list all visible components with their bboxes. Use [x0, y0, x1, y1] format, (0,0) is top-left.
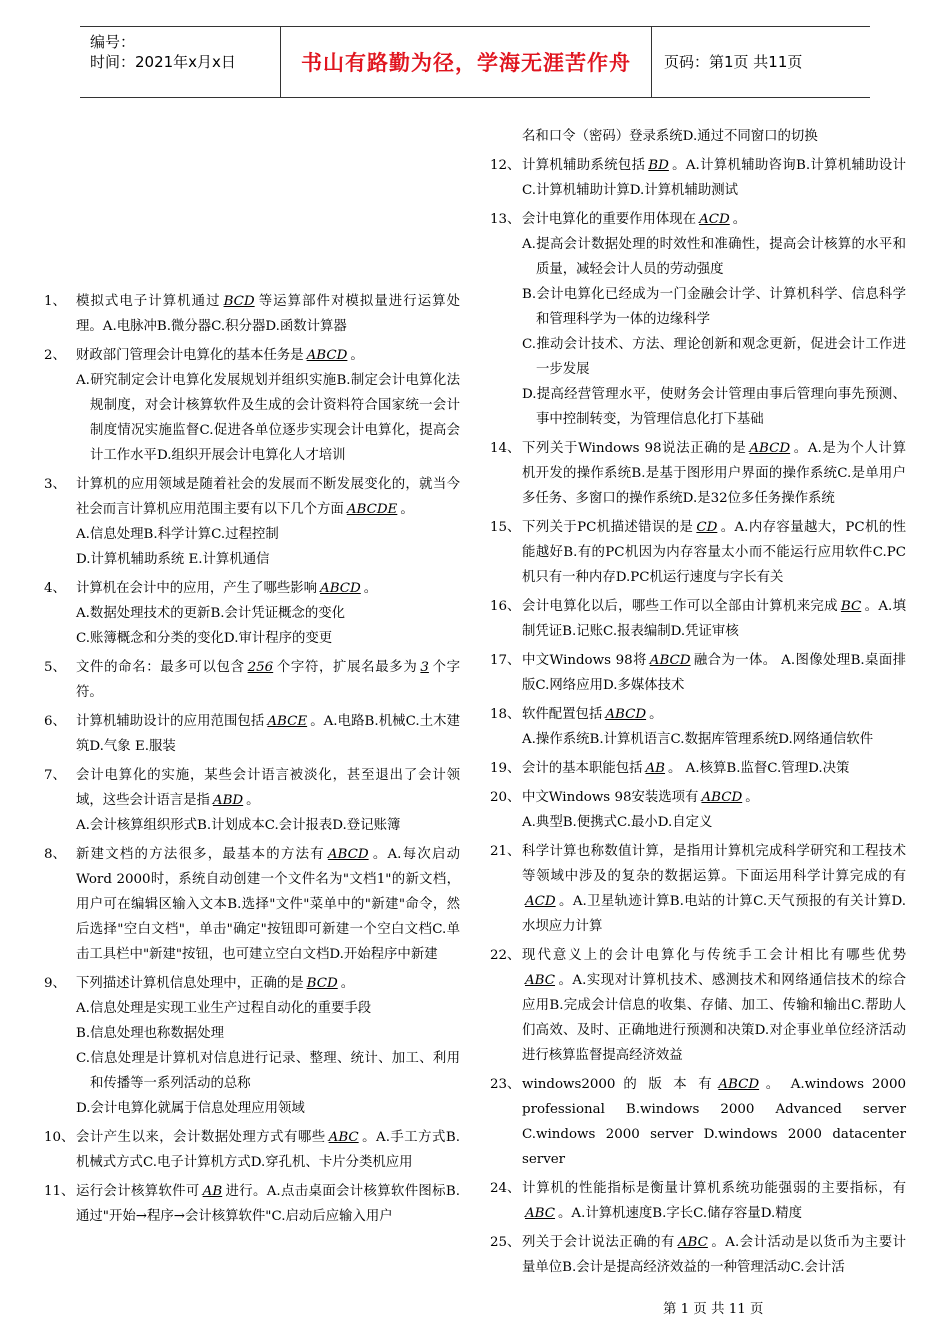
answer-blank: ABC [677, 1235, 708, 1250]
question-text [76, 709, 460, 759]
question-fragment: 。 [745, 790, 759, 805]
question-fragment: 运行会计核算软件可 [76, 1184, 200, 1199]
question-fragment: 。A.实现对计算机技术、感测技术和网络通信技术的综合应用B.完成会计信息的收集、存储、加工、传输和输出C.帮助人们高效、及时、正确地进行预测和决策D.对企事业单位经济活动进行核算监督提高经济效益 [522, 973, 906, 1063]
answer-blank: ABCD [605, 707, 647, 722]
question-item [44, 343, 460, 468]
question-number: 8、 [44, 847, 66, 862]
question-text [522, 515, 906, 590]
answer-blank: ABC [525, 1206, 556, 1221]
question-item [490, 594, 906, 644]
question-fragment: 融合为一体。 A.图像处理B.桌面排版C.网络应用D.多媒体技术 [522, 653, 906, 693]
question-item [490, 702, 906, 752]
question-text [76, 763, 460, 813]
question-item [490, 756, 906, 781]
answer-blank: ABCD [701, 790, 743, 805]
question-fragment: 会计电算化的实施，某些会计语言被淡化，甚至退出了会计领域，这些会计语言是指 [76, 768, 460, 808]
question-text [522, 153, 906, 203]
question-fragment: 会计电算化以后，哪些工作可以全部由计算机来完成 [522, 599, 838, 614]
question-fragment: 。 A.windows 2000 professional B.windows 2000 Advanced server C.windows 2000 server D.windows 2000 datacenter server [522, 1077, 906, 1167]
question-number: 23、 [490, 1077, 521, 1092]
question-number: 19、 [490, 761, 521, 776]
question-item [490, 1072, 906, 1172]
answer-blank: CD [696, 520, 718, 535]
time-label: 时间：2021年x月x日 [90, 53, 236, 71]
motto: 书山有路勤为径，学海无涯苦作舟 [280, 27, 652, 97]
answer-blank: ACD [525, 894, 556, 909]
answer-blank: ABCD [306, 348, 348, 363]
question-item [490, 1230, 906, 1280]
question-number: 15、 [490, 520, 521, 535]
question-text [522, 1230, 906, 1280]
question-fragment: 个字符，扩展名最多为 [276, 660, 418, 675]
answer-blank: ABD [212, 793, 244, 808]
question-text [522, 1072, 906, 1172]
answer-blank: BC [840, 599, 862, 614]
question-text [522, 785, 906, 810]
question-fragment: 中文Windows 98将 [522, 653, 647, 668]
question-text [522, 943, 906, 1068]
question-fragment: 计算机在会计中的应用，产生了哪些影响 [76, 581, 318, 596]
question-fragment: 计算机辅助系统包括 [522, 158, 646, 173]
question-text [522, 702, 906, 727]
question-fragment: 。 [363, 581, 378, 596]
question-options: D.计算机辅助系统 E.计算机通信 [76, 552, 270, 567]
question-number: 12、 [490, 158, 521, 173]
question-options: A.会计核算组织形式B.计划成本C.会计报表D.登记账簿 [76, 818, 401, 833]
question-fragment: 。 A.核算B.监督C.管理D.决策 [668, 761, 850, 776]
question-item [44, 655, 460, 705]
question-item [490, 207, 906, 432]
question-text [522, 839, 906, 939]
answer-blank: ABCD [320, 581, 361, 596]
question-number: 18、 [490, 707, 521, 722]
question-fragment: 等运算部件对模拟量进行运算处理。A.电脉冲B.微分器C.积分器D.函数计算器 [76, 294, 461, 334]
question-options: A.研究制定会计电算化发展规划并组织实施B.制定会计电算化法规制度，对会计核算软件及生成的会计资料符合国家统一会计制度情况实施监督C.促进各单位逐步实现会计电算化，提高会计工作水平D.组织开展会计电算化人才培训 [76, 373, 460, 463]
question-number: 1、 [44, 294, 66, 309]
number-label: 编号： [90, 33, 136, 51]
question-number: 14、 [490, 441, 521, 456]
question-fragment: 现代意义上的会计电算化与传统手工会计相比有哪些优势 [522, 948, 906, 963]
question-item [44, 1125, 460, 1175]
answer-blank: ABCD [749, 441, 791, 456]
question-item [44, 1179, 460, 1229]
question-text [522, 124, 906, 149]
question-options: A.操作系统B.计算机语言C.数据库管理系统D.网络通信软件 [522, 732, 874, 747]
question-fragment: 软件配置包括 [522, 707, 603, 722]
question-text [522, 594, 906, 644]
question-item [44, 842, 460, 967]
question-number: 24、 [490, 1181, 521, 1196]
question-text [76, 1125, 460, 1175]
question-item [44, 289, 460, 339]
question-item [490, 648, 906, 698]
answer-blank: AB [645, 761, 666, 776]
question-options: C.账簿概念和分类的变化D.审计程序的变更 [76, 631, 333, 646]
question-options: A.数据处理技术的更新B.会计凭证概念的变化 [76, 606, 346, 621]
answer-blank: ABCDE [346, 502, 398, 517]
question-fragment: 会计的基本职能包括 [522, 761, 643, 776]
question-number: 4、 [44, 581, 66, 596]
question-fragment: 下列描述计算机信息处理中，正确的是 [76, 976, 304, 991]
page-header [80, 26, 870, 98]
answer-blank: ABCD [718, 1077, 760, 1092]
answer-blank: BD [648, 158, 669, 173]
question-number: 20、 [490, 790, 521, 805]
question-number: 22、 [490, 948, 521, 963]
question-options: A.信息处理B.科学计算C.过程控制 [76, 527, 279, 542]
question-fragment: 。A.卫星轨迹计算B.电站的计算C.天气预报的有关计算D.水坝应力计算 [522, 894, 906, 934]
question-options: D.提高经营管理水平，使财务会计管理由事后管理向事先预测、事中控制转变，为管理信息化打下基础 [522, 387, 906, 427]
question-number: 13、 [490, 212, 521, 227]
question-text [522, 436, 906, 511]
question-item [44, 472, 460, 572]
question-item [44, 763, 460, 838]
question-number: 5、 [44, 660, 66, 675]
answer-blank: ABCD [649, 653, 691, 668]
question-fragment: 计算机的应用领域是随着社会的发展而不断发展变化的，就当今社会而言计算机应用范围主要有以下几个方面 [76, 477, 460, 517]
answer-blank: AB [202, 1184, 223, 1199]
answer-blank: ABCE [267, 714, 308, 729]
answer-blank: ABC [328, 1130, 359, 1145]
question-fragment: 。A.计算机速度B.字长C.储存容量D.精度 [558, 1206, 803, 1221]
header-meta [90, 32, 236, 72]
question-options: A.提高会计数据处理的时效性和准确性，提高会计核算的水平和质量，减轻会计人员的劳动强度 [522, 237, 906, 277]
question-fragment: 。A.每次启动Word 2000时，系统自动创建一个文件名为"文档1"的新文档，用户可在编辑区输入文本B.选择"文件"菜单中的"新建"命令，然后选择"空白文档"，单击"确定"按钮即可新建一个空白文档C.单击工具栏中"新建"按钮，也可建立空白文档D.开始程序中新建 [76, 847, 460, 962]
question-fragment: 科学计算也称数值计算，是指用计算机完成科学研究和工程技术等领域中涉及的复杂的数据运算。下面运用科学计算完成的有 [522, 844, 906, 884]
question-number: 2、 [44, 348, 66, 363]
question-item [44, 709, 460, 759]
question-item [490, 124, 906, 149]
question-text [76, 343, 460, 368]
question-fragment: 新建文档的方法很多，最基本的方法有 [76, 847, 325, 862]
question-options: B.信息处理也称数据处理 [76, 1026, 225, 1041]
question-item [44, 576, 460, 651]
answer-blank: ABC [525, 973, 556, 988]
footer-page-number: 第 1 页 共 11 页 [663, 1302, 764, 1317]
question-fragment: 。 [732, 212, 747, 227]
question-fragment: 。A.手工方式B.机械式方式C.电子计算机方式D.穿孔机、卡片分类机应用 [76, 1130, 460, 1170]
question-text [76, 842, 460, 967]
question-text [522, 756, 906, 781]
question-options: A.典型B.便携式C.最小D.自定义 [522, 815, 713, 830]
answer-blank: BCD [306, 976, 338, 991]
question-fragment: 。 [246, 793, 260, 808]
question-text [76, 576, 460, 601]
answer-blank: ABCD [327, 847, 369, 862]
question-fragment: 名和口令（密码）登录系统D.通过不同窗口的切换 [522, 129, 818, 144]
question-fragment: 。 [400, 502, 414, 517]
page-label: 页码：第1页 共11页 [664, 53, 803, 71]
question-text [76, 472, 460, 522]
question-number: 11、 [44, 1184, 75, 1199]
question-number: 6、 [44, 714, 66, 729]
question-fragment: 会计产生以来，会计数据处理方式有哪些 [76, 1130, 326, 1145]
question-number: 10、 [44, 1130, 75, 1145]
question-fragment: 计算机辅助设计的应用范围包括 [76, 714, 265, 729]
question-item [490, 1176, 906, 1226]
question-item [490, 839, 906, 939]
question-fragment: 模拟式电子计算机通过 [76, 294, 221, 309]
question-fragment: 中文Windows 98安装选项有 [522, 790, 699, 805]
question-fragment: 文件的命名：最多可以包含 [76, 660, 245, 675]
question-fragment: 。A.是为个人计算机开发的操作系统B.是基于图形用户界面的操作系统C.是单用户多任务、多窗口的操作系统D.是32位多任务操作系统 [522, 441, 906, 506]
question-options: A.信息处理是实现工业生产过程自动化的重要手段 [76, 1001, 372, 1016]
question-text [522, 1176, 906, 1226]
question-fragment: 。 [350, 348, 364, 363]
question-fragment: 。A.会计活动是以货币为主要计量单位B.会计是提高经济效益的一种管理活动C.会计活 [522, 1235, 906, 1275]
question-fragment: 个字符。 [76, 660, 461, 700]
question-fragment: windows2000 的 版 本 有 [522, 1077, 716, 1092]
answer-blank: BCD [223, 294, 255, 309]
question-number: 7、 [44, 768, 66, 783]
question-item [490, 943, 906, 1068]
question-text [76, 971, 460, 996]
question-fragment: 。A.内存容量越大，PC机的性能越好B.有的PC机因为内存容量太小而不能运行应用软件C.PC机只有一种内存D.PC机运行速度与字长有关 [522, 520, 906, 585]
question-fragment: 。A.计算机辅助咨询B.计算机辅助设计C.计算机辅助计算D.计算机辅助测试 [522, 158, 906, 198]
question-number: 16、 [490, 599, 521, 614]
question-item [44, 971, 460, 1121]
question-fragment: 下列关于PC机描述错误的是 [522, 520, 694, 535]
question-number: 17、 [490, 653, 521, 668]
question-number: 25、 [490, 1235, 521, 1250]
question-item [490, 436, 906, 511]
question-text [76, 289, 460, 339]
answer-blank: ACD [699, 212, 730, 227]
question-fragment: 进行。A.点击桌面会计核算软件图标B.通过"开始→程序→会计核算软件"C.启动后应输入用户 [76, 1184, 461, 1224]
question-item [490, 153, 906, 203]
question-fragment: 。A.填制凭证B.记账C.报表编制D.凭证审核 [522, 599, 906, 639]
question-item [490, 515, 906, 590]
question-options: D.会计电算化就属于信息处理应用领域 [76, 1101, 305, 1116]
question-text [76, 1179, 460, 1229]
question-fragment: 。 [340, 976, 355, 991]
question-fragment: 计算机的性能指标是衡量计算机系统功能强弱的主要指标，有 [522, 1181, 906, 1196]
answer-blank: 256 [247, 660, 274, 675]
question-fragment: 财政部门管理会计电算化的基本任务是 [76, 348, 304, 363]
answer-blank: 3 [420, 660, 429, 675]
question-fragment: 下列关于Windows 98说法正确的是 [522, 441, 747, 456]
question-fragment: 列关于会计说法正确的有 [522, 1235, 675, 1250]
question-options: C.推动会计技术、方法、理论创新和观念更新，促进会计工作进一步发展 [522, 337, 906, 377]
left-column [44, 289, 460, 1233]
question-text [76, 655, 460, 705]
question-item [490, 785, 906, 835]
right-column [490, 124, 906, 1284]
question-fragment: 。A.电路B.机械C.土木建筑D.气象 E.服装 [76, 714, 460, 754]
question-options: B.会计电算化已经成为一门金融会计学、计算机科学、信息科学和管理科学为一体的边缘科学 [522, 287, 906, 327]
question-fragment: 会计电算化的重要作用体现在 [522, 212, 697, 227]
question-options: C.信息处理是计算机对信息进行记录、整理、统计、加工、利用和传播等一系列活动的总称 [76, 1051, 460, 1091]
question-number: 9、 [44, 976, 66, 991]
question-number: 3、 [44, 477, 66, 492]
question-number: 21、 [490, 844, 521, 859]
question-text [522, 207, 906, 232]
question-fragment: 。 [649, 707, 663, 722]
question-text [522, 648, 906, 698]
